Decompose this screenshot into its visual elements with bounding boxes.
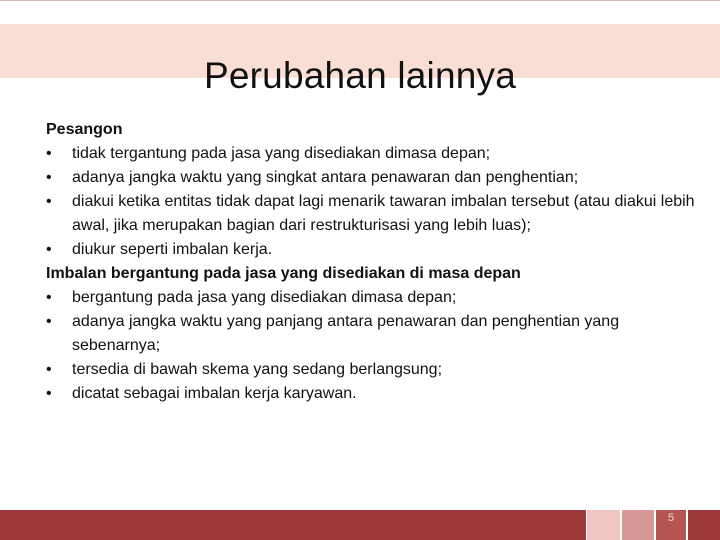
bullet-icon: • — [46, 241, 52, 258]
footer-accent-mid — [622, 510, 654, 540]
list-item-text: bergantung pada jasa yang disediakan dimasa depan; — [72, 289, 457, 306]
bullet-icon: • — [46, 313, 52, 330]
bullet-list-imbalan — [46, 286, 702, 406]
list-item — [46, 358, 702, 382]
list-item — [46, 166, 702, 190]
slide-content — [46, 118, 702, 406]
list-item — [46, 286, 702, 310]
slide-title: Perubahan lainnya — [204, 54, 516, 96]
footer-accent-light — [587, 510, 620, 540]
bullet-list-pesangon — [46, 142, 702, 262]
page-number: 5 — [667, 512, 675, 524]
footer-accent-dark — [688, 510, 720, 540]
bullet-icon: • — [46, 361, 52, 378]
section-heading-pesangon: Pesangon — [46, 121, 123, 138]
section-heading-imbalan: Imbalan bergantung pada jasa yang disediakan di masa depan — [46, 265, 521, 282]
list-item — [46, 238, 702, 262]
list-item-text: dicatat sebagai imbalan kerja karyawan. — [72, 385, 357, 402]
list-item — [46, 190, 702, 238]
list-item-text: adanya jangka waktu yang panjang antara penawaran dan penghentian yang sebenarnya; — [72, 313, 620, 354]
list-item-text: diukur seperti imbalan kerja. — [72, 241, 273, 258]
list-item-text: tersedia di bawah skema yang sedang berlangsung; — [72, 361, 443, 378]
bullet-icon: • — [46, 169, 52, 186]
bullet-icon: • — [46, 193, 52, 210]
bullet-icon: • — [46, 145, 52, 162]
list-item — [46, 142, 702, 166]
bullet-icon: • — [46, 289, 52, 306]
list-item — [46, 382, 702, 406]
bullet-icon: • — [46, 385, 52, 402]
footer-bar — [0, 510, 586, 540]
list-item-text: adanya jangka waktu yang singkat antara penawaran dan penghentian; — [72, 169, 579, 186]
list-item-text: diakui ketika entitas tidak dapat lagi menarik tawaran imbalan tersebut (atau diakui lebih awal, jika merupakan bagian dari restrukturisasi yang lebih luas); — [72, 193, 695, 234]
list-item — [46, 310, 702, 358]
list-item-text: tidak tergantung pada jasa yang disediakan dimasa depan; — [72, 145, 491, 162]
